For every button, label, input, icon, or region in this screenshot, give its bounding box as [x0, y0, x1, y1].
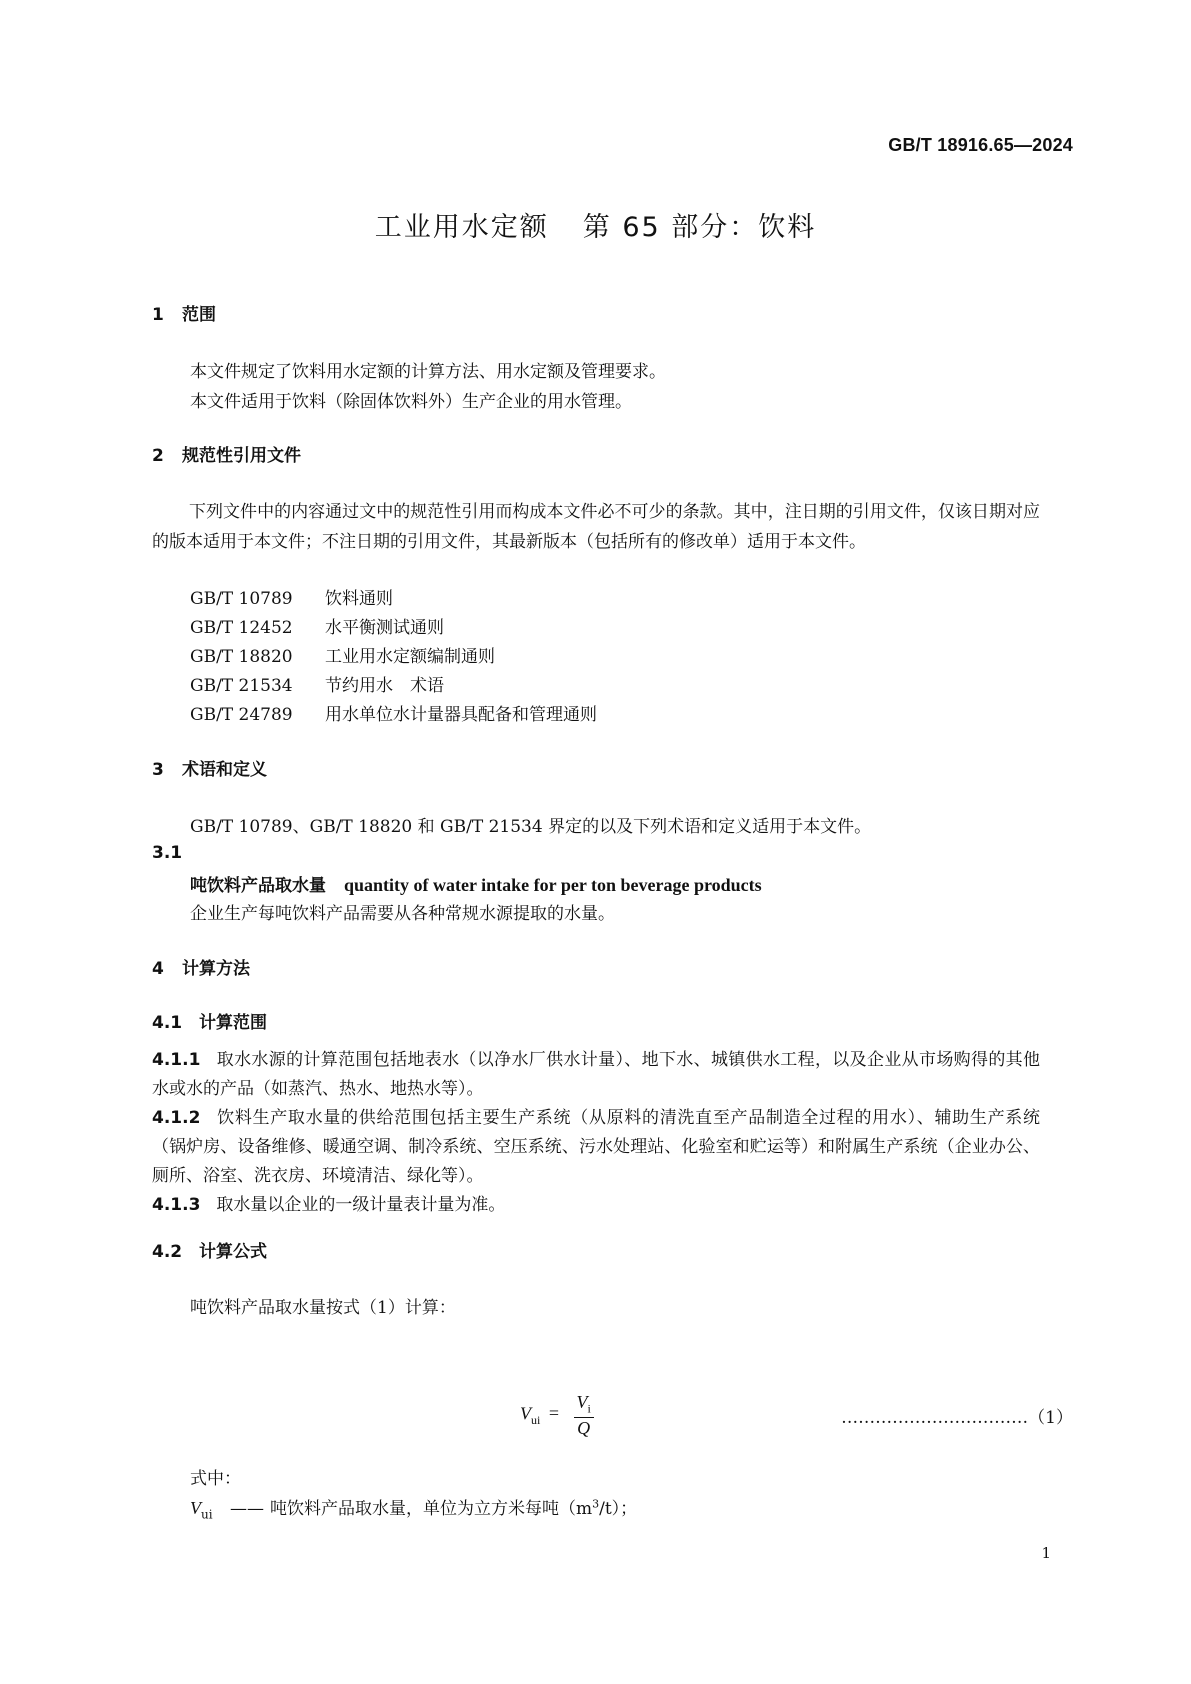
- clause-number: 4.1.3: [152, 1195, 201, 1215]
- document-title: [0, 205, 1191, 244]
- variable-sub: ui: [201, 1507, 213, 1522]
- variable-unit-end: /t）；: [599, 1499, 638, 1519]
- clause-number: 4.1.1: [152, 1050, 201, 1070]
- standard-code: GB/T 18916.65—2024: [888, 135, 1073, 155]
- scope-line-2: 本文件适用于饮料（除固体饮料外）生产企业的用水管理。: [190, 392, 632, 412]
- equation-number: （1）: [1028, 1408, 1073, 1428]
- subsection-number: 4.1: [152, 1013, 183, 1033]
- ref-item: [190, 642, 495, 667]
- ref-name: 工业用水定额编制通则: [325, 647, 495, 667]
- subsection-4-2-heading: [152, 1237, 267, 1262]
- ref-code: GB/T 12452: [190, 618, 293, 638]
- formula-intro: 吨饮料产品取水量按式（1）计算：: [190, 1298, 456, 1318]
- clause-4-1-3: [152, 1191, 1040, 1220]
- term-en: quantity of water intake for per ton beverage products: [344, 875, 762, 895]
- scope-line-1: 本文件规定了饮料用水定额的计算方法、用水定额及管理要求。: [190, 362, 666, 382]
- variable-desc: 吨饮料产品取水量，单位为立方米每吨（m: [269, 1499, 593, 1519]
- ref-item: [190, 584, 393, 609]
- clause-number: 4.1.2: [152, 1108, 201, 1128]
- subsection-4-1-heading: [152, 1008, 267, 1033]
- numerator-symbol: V: [576, 1392, 588, 1412]
- section-2-heading: [152, 441, 301, 466]
- formula-equals: =: [548, 1403, 559, 1424]
- title-part: 第 65 部分：饮料: [582, 212, 817, 243]
- ref-name: 节约用水 术语: [325, 676, 444, 696]
- section-number: 4: [152, 959, 164, 979]
- ref-code: GB/T 21534: [190, 676, 293, 696]
- variable-symbol: V: [190, 1498, 201, 1518]
- term-definition: 企业生产每吨饮料产品需要从各种常规水源提取的水量。: [190, 904, 615, 924]
- page-number: 1: [1041, 1544, 1051, 1562]
- term-title: [190, 871, 762, 896]
- clause-4-1-1: [152, 1046, 1040, 1104]
- subsection-title: 计算公式: [199, 1242, 267, 1262]
- normative-intro: 下列文件中的内容通过文中的规范性引用而构成本文件必不可少的条款。其中，注日期的引用文件，仅该日期对应的版本适用于本文件；不注日期的引用文件，其最新版本（包括所有的修改单）适用于本文件。: [152, 502, 1040, 552]
- section-3-heading: [152, 755, 267, 780]
- section-title: 术语和定义: [182, 760, 267, 780]
- variable-dash: ——: [229, 1499, 264, 1519]
- ref-name: 饮料通则: [325, 589, 393, 609]
- ref-code: GB/T 18820: [190, 647, 293, 667]
- term-cn: 吨饮料产品取水量: [190, 876, 326, 896]
- ref-code: GB/T 10789: [190, 589, 293, 609]
- section-1-heading: [152, 300, 216, 325]
- section-4-heading: [152, 954, 250, 979]
- formula-lhs-sub: ui: [531, 1413, 541, 1428]
- terms-intro: GB/T 10789、GB/T 18820 和 GB/T 21534 界定的以及下列术语和定义适用于本文件。: [190, 817, 872, 837]
- variable-definition: [190, 1494, 637, 1521]
- subsection-number: 4.2: [152, 1242, 183, 1262]
- numerator-sub: i: [587, 1401, 591, 1416]
- section-number: 2: [152, 446, 164, 466]
- clause-text: 取水水源的计算范围包括地表水（以净水厂供水计量）、地下水、城镇供水工程，以及企业从市场购得的其他水或水的产品（如蒸汽、热水、地热水等）。: [152, 1050, 1040, 1099]
- ref-item: [190, 613, 444, 638]
- equation-dots: ……………………………: [841, 1408, 1029, 1428]
- section-title: 规范性引用文件: [182, 446, 301, 466]
- formula-lhs: V: [520, 1403, 531, 1424]
- variable-unit-sup: 3: [592, 1497, 600, 1511]
- ref-item: [190, 671, 444, 696]
- section-number: 3: [152, 760, 164, 780]
- clause-text: 饮料生产取水量的供给范围包括主要生产系统（从原料的清洗直至产品制造全过程的用水）、辅助生产系统（锅炉房、设备维修、暖通空调、制冷系统、空压系统、污水处理站、化验室和贮运等）和附属生产系统（企业办公、厕所、浴室、洗衣房、环境清洁、绿化等）。: [152, 1108, 1040, 1186]
- clause-4-1-2: [152, 1104, 1040, 1191]
- ref-item: [190, 700, 597, 725]
- clause-text: 取水量以企业的一级计量表计量为准。: [216, 1195, 506, 1215]
- ref-code: GB/T 24789: [190, 705, 293, 725]
- title-main: 工业用水定额: [374, 212, 549, 243]
- section-title: 范围: [182, 305, 216, 325]
- where-label: 式中：: [190, 1469, 241, 1489]
- formula-numerator: [574, 1392, 594, 1418]
- section-title: 计算方法: [182, 959, 250, 979]
- term-number: 3.1: [152, 843, 183, 863]
- ref-name: 用水单位水计量器具配备和管理通则: [325, 705, 597, 725]
- subsection-title: 计算范围: [199, 1013, 267, 1033]
- denominator-symbol: Q: [577, 1417, 591, 1438]
- formula-denominator: [574, 1418, 594, 1439]
- ref-name: 水平衡测试通则: [325, 618, 444, 638]
- section-number: 1: [152, 305, 164, 325]
- formula-fraction: [574, 1392, 594, 1439]
- formula-1: [520, 1392, 594, 1439]
- equation-number-line: [841, 1403, 1073, 1428]
